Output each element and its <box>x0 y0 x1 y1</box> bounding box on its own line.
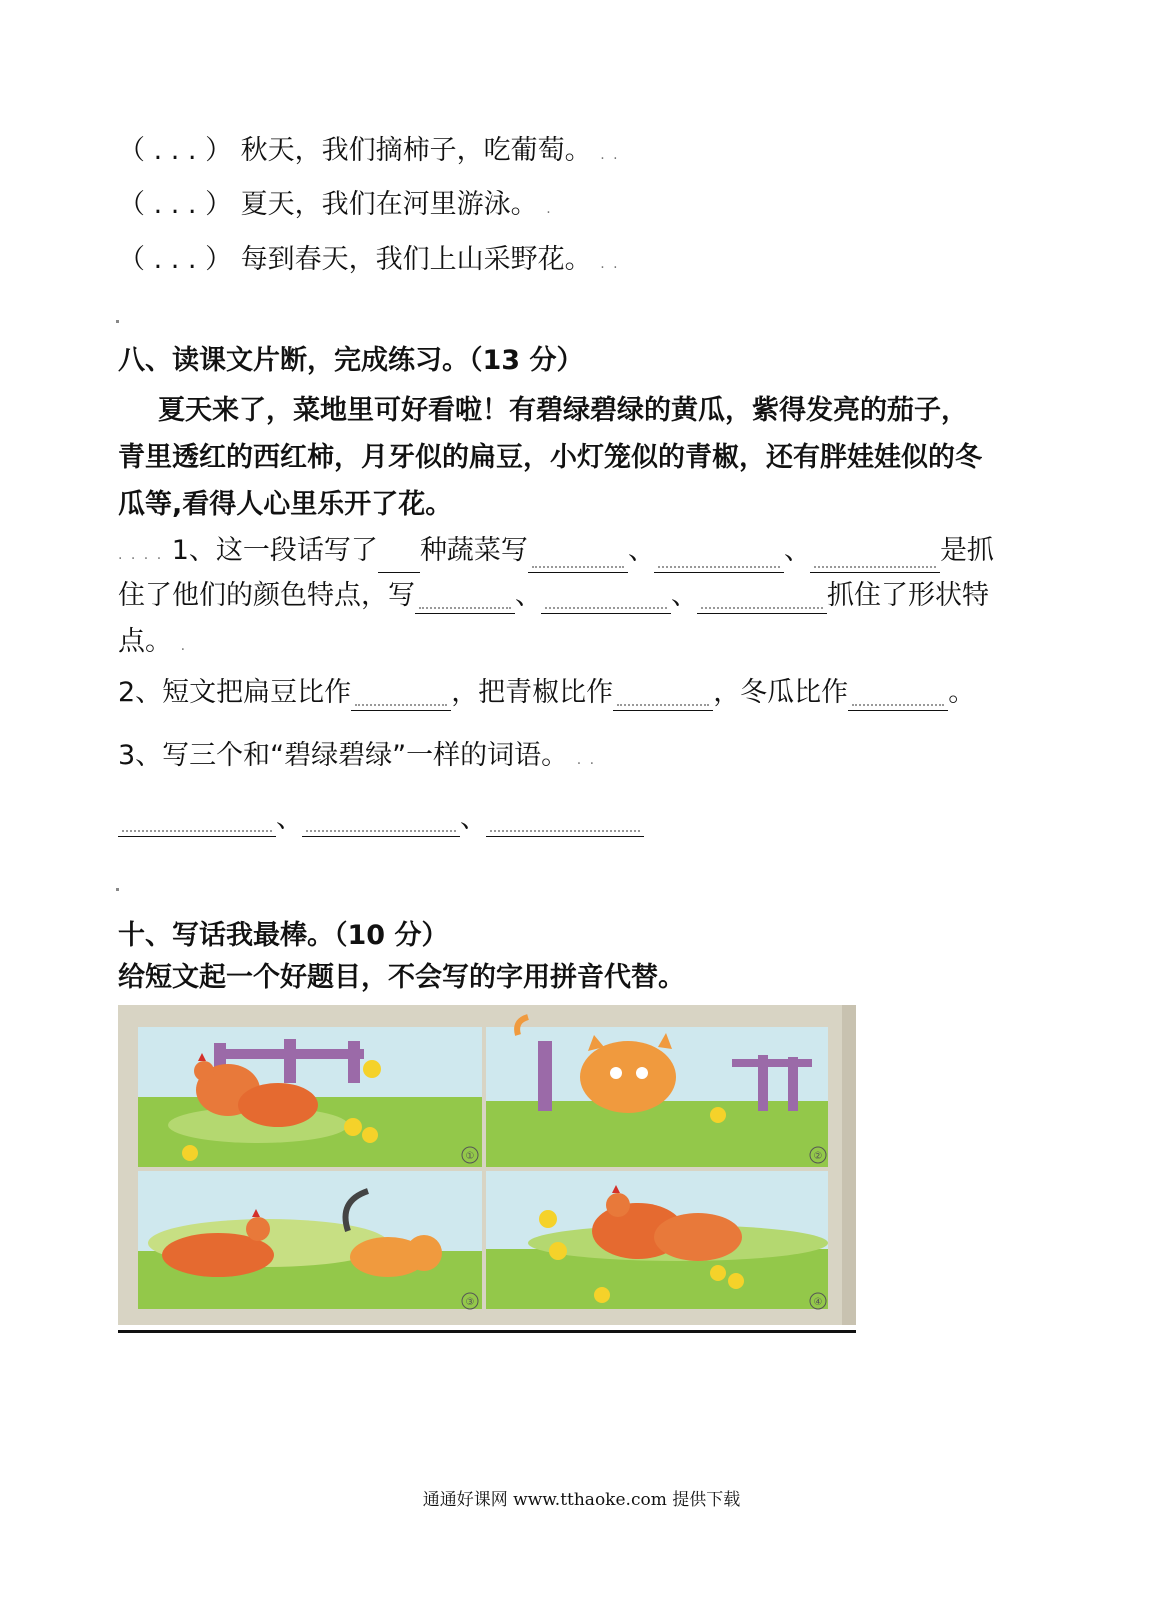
q2-part-1: 2、短文把扁豆比作 <box>118 677 352 708</box>
q3-text: 3、写三个和“碧绿碧绿”一样的词语。 <box>118 740 569 771</box>
answer-blank-color-3[interactable] <box>810 542 940 573</box>
panel-number-2: ② <box>813 1151 823 1162</box>
stray-dot <box>116 320 119 323</box>
q3-sep: 、 <box>276 803 303 834</box>
q1-part-6: 点。 <box>118 626 172 657</box>
order-item-3 <box>118 242 620 282</box>
answer-blank-color-1[interactable] <box>528 542 628 573</box>
question-2 <box>118 675 975 711</box>
question-1-line-3 <box>118 624 187 664</box>
order-text-3: 每到春天，我们上山采野花。 <box>240 244 592 275</box>
comic-panel-1 <box>138 1027 482 1167</box>
question-1-line-2 <box>118 578 989 614</box>
panel-number-3: ③ <box>465 1297 475 1308</box>
q2-part-4: 。 <box>948 677 976 708</box>
answer-blank-word-2[interactable] <box>302 806 460 837</box>
section-10-title: 十、写话我最棒。（10 分） <box>118 920 449 951</box>
answer-blank-shape-1[interactable] <box>415 583 515 614</box>
trailing-dots: . . <box>576 752 597 768</box>
q3-sep: 、 <box>460 803 487 834</box>
q1-sep: 、 <box>783 535 811 566</box>
q1-part-1: 1、这一段话写了 <box>171 535 378 566</box>
answer-blank-color-2[interactable] <box>654 542 784 573</box>
order-item-1 <box>118 133 620 173</box>
q1-sep: 、 <box>627 535 655 566</box>
q2-part-2: ，把青椒比作 <box>451 677 614 708</box>
order-paren-2: （ . . . ） <box>118 189 233 220</box>
answer-blank-count[interactable] <box>378 542 420 573</box>
q1-sep: 、 <box>671 580 698 611</box>
comic-panel-3 <box>138 1171 482 1309</box>
order-text-2: 夏天，我们在河里游泳。 <box>240 189 538 220</box>
order-paren-1: （ . . . ） <box>118 135 233 166</box>
comic-panel-4 <box>486 1171 828 1309</box>
answer-blank-bean[interactable] <box>351 680 451 711</box>
q1-part-3: 是抓 <box>939 535 994 566</box>
comic-panel-2 <box>486 1017 828 1167</box>
q1-part-4: 住了他们的颜色特点，写 <box>118 580 415 611</box>
passage-line-2: 青里透红的西红柿，月牙似的扁豆，小灯笼似的青椒，还有胖娃娃似的冬 <box>118 442 982 473</box>
trailing-dots: . . <box>600 147 620 163</box>
answer-blank-shape-3[interactable] <box>697 583 827 614</box>
writing-line[interactable] <box>118 1330 856 1333</box>
q1-part-2: 种蔬菜写 <box>419 535 528 566</box>
panel-number-4: ④ <box>813 1297 823 1308</box>
question-3 <box>118 738 596 778</box>
question-1-line-1 <box>118 533 994 573</box>
q1-sep: 、 <box>515 580 542 611</box>
section-10-instruction: 给短文起一个好题目，不会写的字用拼音代替。 <box>118 962 685 993</box>
panel-number-1: ① <box>465 1151 475 1162</box>
section-8-title: 八、读课文片断，完成练习。（13 分） <box>118 345 584 376</box>
answer-blank-word-1[interactable] <box>118 806 276 837</box>
order-item-2 <box>118 187 553 227</box>
passage-line-3: 瓜等,看得人心里乐开了花。 <box>118 489 453 520</box>
footer-credit: 通通好课网 www.tthaoke.com 提供下载 <box>422 1490 741 1510</box>
q1-part-5: 抓住了形状特 <box>827 580 989 611</box>
trailing-dots: . <box>180 638 188 654</box>
answer-blank-melon[interactable] <box>848 680 948 711</box>
order-paren-3: （ . . . ） <box>118 244 233 275</box>
answer-blank-shape-2[interactable] <box>541 583 671 614</box>
comic-illustration <box>118 1005 856 1325</box>
answer-blank-word-3[interactable] <box>486 806 644 837</box>
q2-part-3: ，冬瓜比作 <box>713 677 849 708</box>
trailing-dots: . <box>546 201 553 217</box>
passage-line-1: 夏天来了，菜地里可好看啦！有碧绿碧绿的黄瓜，紫得发亮的茄子， <box>158 395 968 426</box>
question-3-answers <box>118 801 644 837</box>
order-text-1: 秋天，我们摘柿子，吃葡萄。 <box>240 135 592 166</box>
stray-dot <box>116 888 119 891</box>
trailing-dots: . . <box>600 256 620 272</box>
answer-blank-pepper[interactable] <box>613 680 713 711</box>
leading-dots: . . . . <box>118 547 164 563</box>
